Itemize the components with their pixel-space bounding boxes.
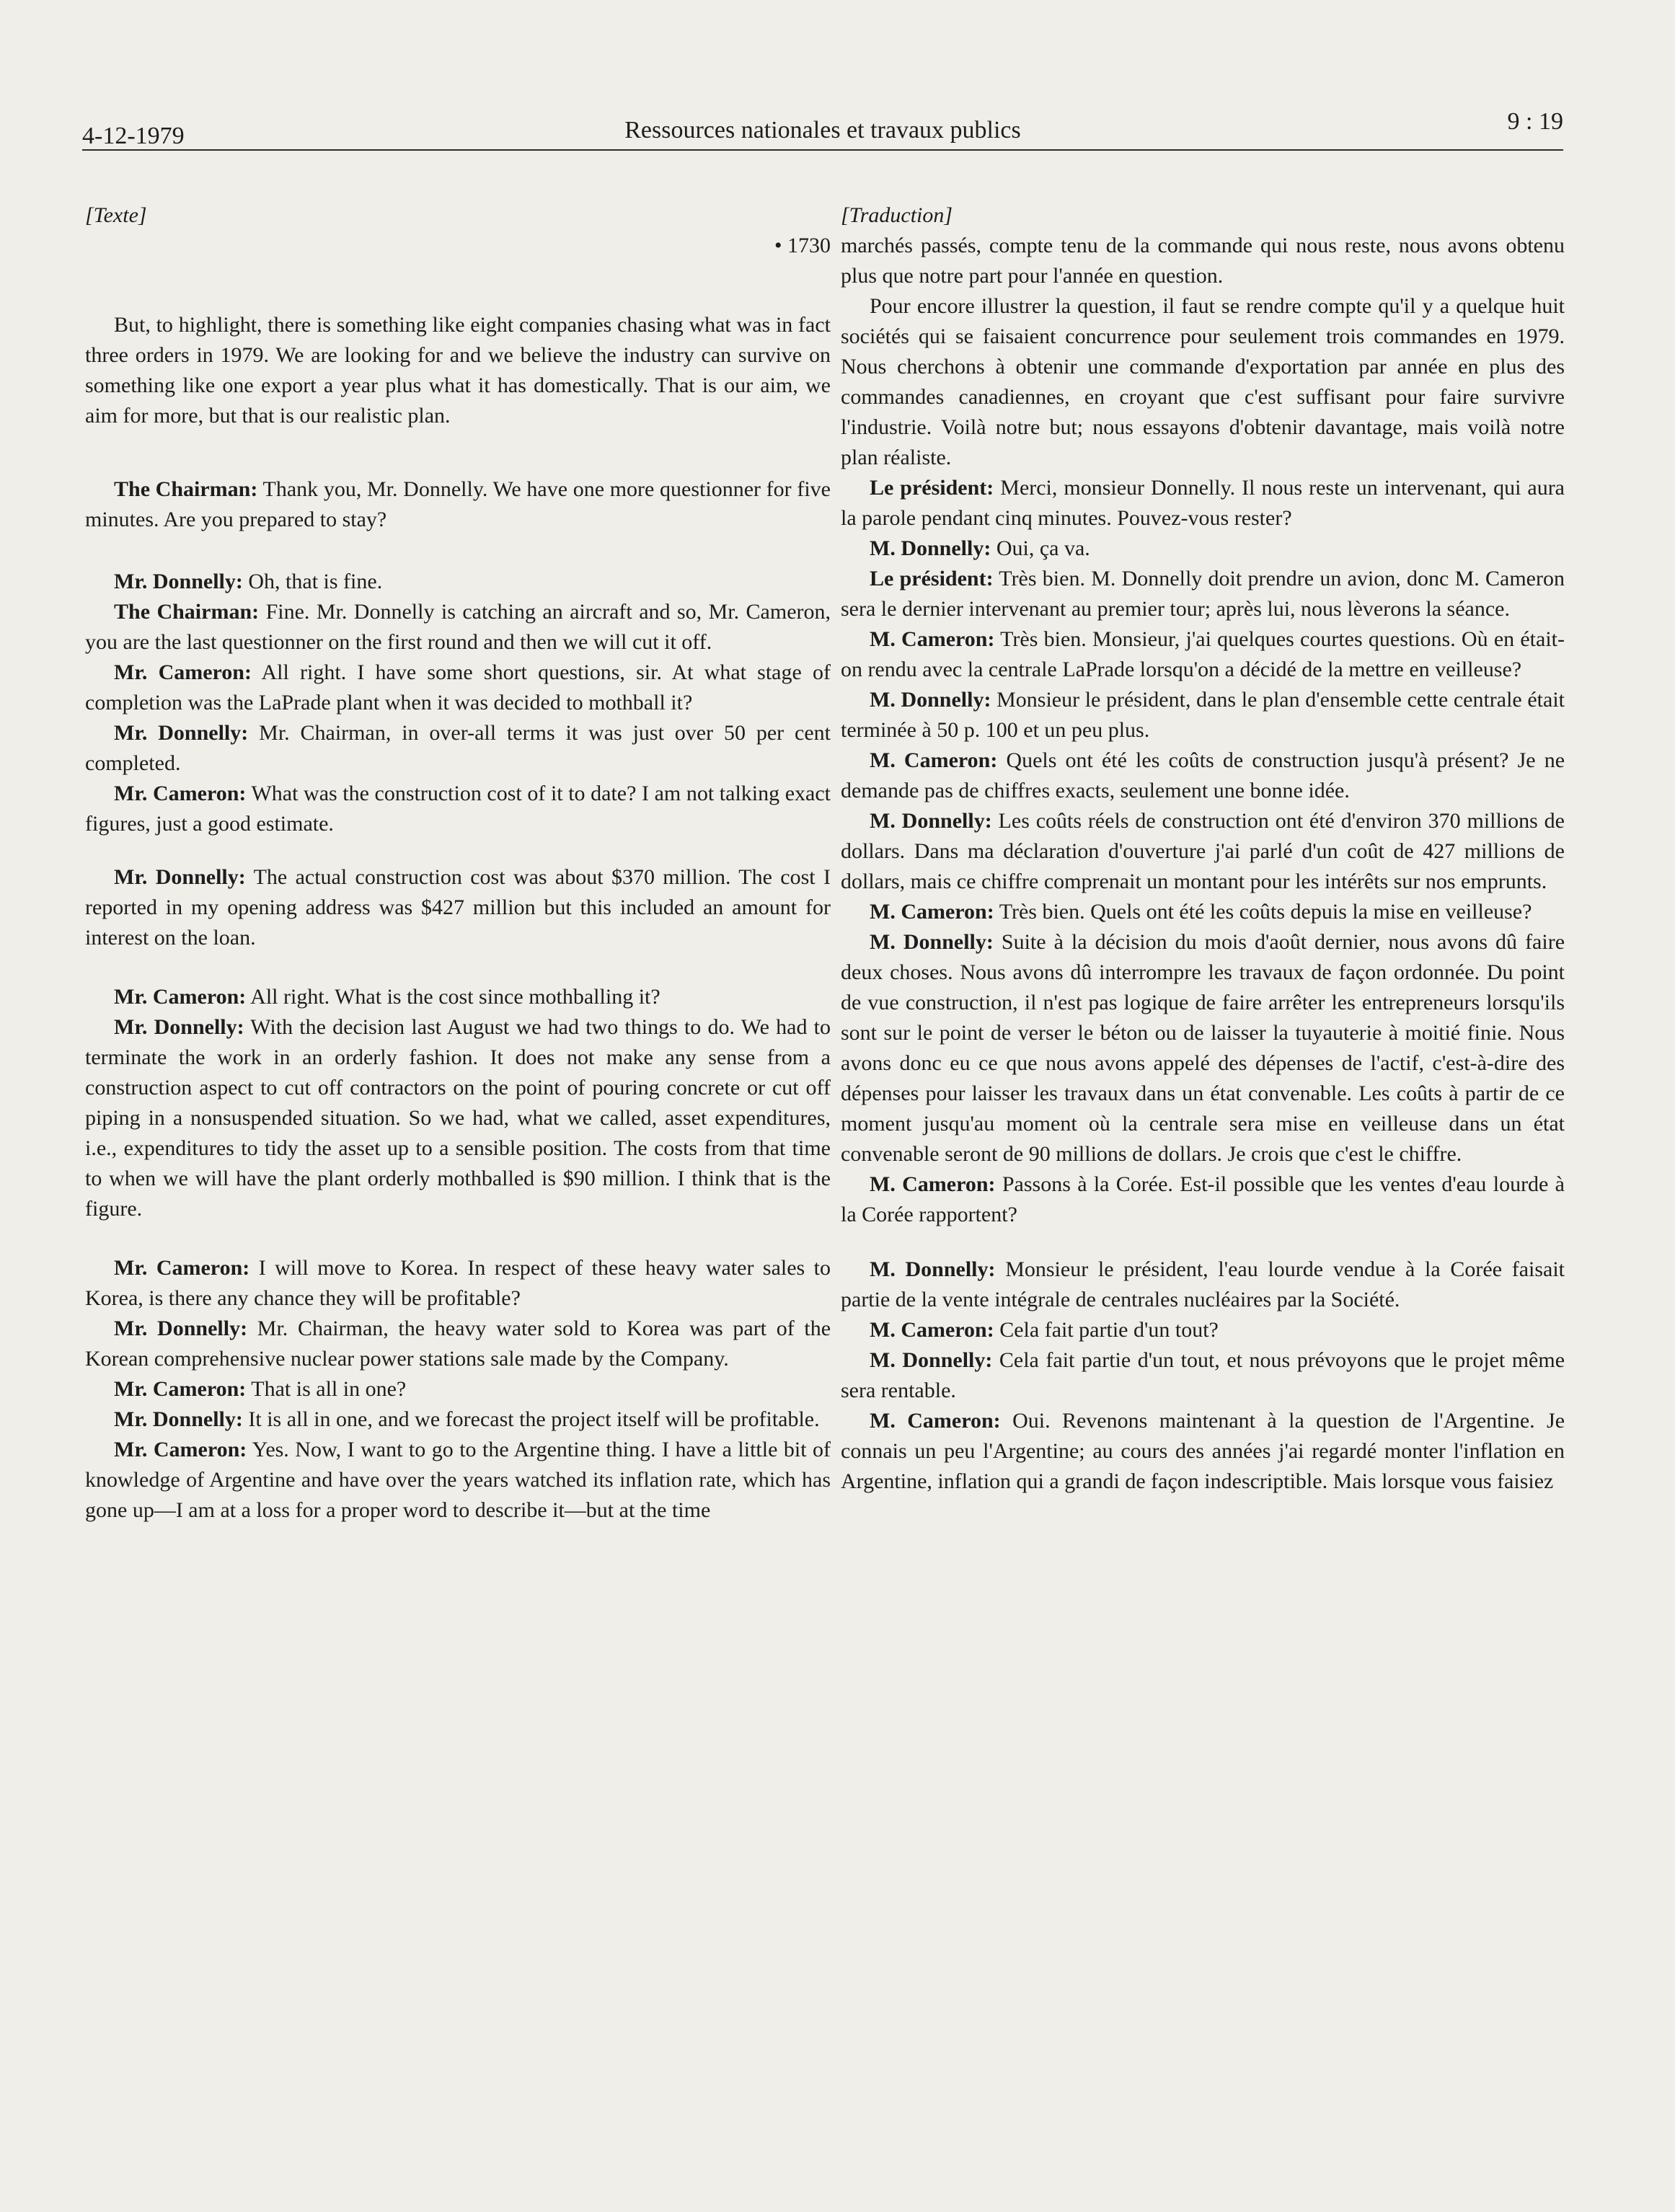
header-rule [82, 149, 1563, 151]
page-header [82, 108, 1563, 151]
speaker-name: Mr. Cameron: [114, 660, 252, 684]
speaker-name: M. Donnelly: [870, 1257, 996, 1281]
paragraph: M. Cameron: Très bien. Monsieur, j'ai quelques courtes questions. Où en était-on rendu avec la centrale LaPrade lorsqu'on a décidé de la mettre en veilleuse? [841, 627, 1565, 681]
paragraph: Mr. Cameron: Yes. Now, I want to go to the Argentine thing. I have a little bit of knowledge of Argentine and have over the years watched its inflation rate, which has gone up—I am at a loss for a proper word to describe it—but at the time [85, 1438, 831, 1522]
paragraph: M. Donnelly: Suite à la décision du mois d'août dernier, nous avons dû faire deux choses. Nous avons dû interrompre les travaux de façon ordonnée. Du point de vue construction, il n'est pas logique de faire arrêter les entrepreneurs lorsqu'ils sont sur le point de verser le béton ou de laisser la tuyauterie à moitié finie. Nous avons donc eu ce que nous avons appelé des dépenses de l'actif, c'est-à-dire des dépenses pour laisser les travaux dans un état convenable. Les coûts à partir de ce moment jusqu'au moment où la centrale sera mise en veilleuse dans un état convenable seront de 90 millions de dollars. Je crois que c'est le chiffre. [841, 930, 1565, 1166]
speaker-name: M. Donnelly: [870, 1348, 993, 1372]
french-column [841, 200, 1565, 1497]
paragraph: Le président: Merci, monsieur Donnelly. Il nous reste un intervenant, qui aura la parole pendant cinq minutes. Pouvez-vous rester? [841, 476, 1565, 530]
speaker-name: Mr. Donnelly: [114, 721, 249, 745]
speaker-name: Mr. Donnelly: [114, 865, 246, 889]
translation-label: [Traduction] [841, 203, 953, 227]
speaker-name: Mr. Donnelly: [114, 1317, 248, 1340]
speaker-name: Mr. Cameron: [114, 985, 247, 1009]
header-page-number: 9 : 19 [1507, 108, 1563, 135]
paragraph: The Chairman: Thank you, Mr. Donnelly. We have one more questionner for five minutes. Are you prepared to stay? [85, 477, 831, 531]
speaker-name: M. Donnelly: [870, 809, 992, 833]
paragraph: Pour encore illustrer la question, il faut se rendre compte qu'il y a quelque huit sociétés qui se faisaient concurrence pour seulement trois commandes en 1979. Nous cherchons à obtenir une commande d'exportation par année en plus des commandes canadiennes, en croyant que c'est suffisant pour faire survivre l'industrie. Voilà notre but; nous essayons d'obtenir davantage, mais voilà notre plan réaliste. [841, 294, 1565, 469]
paragraph: Mr. Donnelly: It is all in one, and we forecast the project itself will be profitable. [114, 1407, 820, 1431]
paragraph: The Chairman: Fine. Mr. Donnelly is catching an aircraft and so, Mr. Cameron, you are the last questionner on the first round and then we will cut it off. [85, 600, 831, 654]
paragraph: But, to highlight, there is something like eight companies chasing what was in fact three orders in 1979. We are looking for and we believe the industry can survive on something like one export a year plus what it has domestically. That is our aim, we aim for more, but that is our realistic plan. [85, 313, 831, 428]
speaker-name: M. Cameron: [870, 1318, 994, 1342]
speaker-name: Le président: [870, 476, 994, 500]
speaker-name: Mr. Cameron: [114, 1438, 247, 1461]
speaker-name: M. Cameron: [870, 900, 994, 924]
text-label: [Texte] [85, 203, 147, 227]
paragraph: Mr. Donnelly: Mr. Chairman, the heavy water sold to Korea was part of the Korean comprehensive nuclear power stations sale made by the Company. [85, 1317, 831, 1371]
paragraph: M. Cameron: Passons à la Corée. Est-il possible que les ventes d'eau lourde à la Corée rapportent? [841, 1172, 1565, 1226]
speaker-name: M. Donnelly: [870, 688, 991, 712]
speaker-name: M. Donnelly: [870, 536, 991, 560]
paragraph: M. Donnelly: Les coûts réels de construction ont été d'environ 370 millions de dollars. Dans ma déclaration d'ouverture j'ai parlé d'un coût de 427 millions de dollars, mais ce chiffre comprenait un montant pour les intérêts sur nos emprunts. [841, 809, 1565, 893]
paragraph: M. Donnelly: Oui, ça va. [870, 536, 1090, 560]
speaker-name: Mr. Cameron: [114, 1256, 250, 1280]
speaker-name: The Chairman: [114, 477, 258, 501]
speaker-name: Le président: [870, 567, 994, 590]
paragraph: M. Donnelly: Cela fait partie d'un tout, et nous prévoyons que le projet même sera rentable. [841, 1348, 1565, 1402]
paragraph: Mr. Cameron: All right. What is the cost since mothballing it? [114, 985, 660, 1009]
paragraph: Mr. Cameron: What was the construction cost of it to date? I am not talking exact figures, just a good estimate. [85, 782, 831, 836]
paragraph: Mr. Cameron: All right. I have some short questions, sir. At what stage of completion was the LaPrade plant when it was decided to mothball it? [85, 660, 831, 715]
speaker-name: M. Cameron: [870, 748, 998, 772]
paragraph: Mr. Cameron: I will move to Korea. In respect of these heavy water sales to Korea, is there any chance they will be profitable? [85, 1256, 831, 1310]
header-date: 4-12-1979 [82, 123, 185, 149]
speaker-name: Mr. Donnelly: [114, 1015, 244, 1039]
speaker-name: M. Cameron: [870, 1172, 996, 1196]
paragraph: M. Cameron: Oui. Revenons maintenant à la question de l'Argentine. Je connais un peu l'Argentine; au cours des années j'ai regardé monter l'inflation en Argentine, inflation qui a grandi de façon indescriptible. Mais lorsque vous faisiez [841, 1409, 1565, 1493]
speaker-name: M. Donnelly: [870, 930, 994, 954]
paragraph: Mr. Donnelly: The actual construction cost was about $370 million. The cost I reported in my opening address was $427 million but this included an amount for interest on the loan. [85, 865, 831, 950]
paragraph: M. Cameron: Cela fait partie d'un tout? [870, 1318, 1219, 1342]
speaker-name: M. Cameron: [870, 1409, 1001, 1433]
time-marker: • 1730 [774, 234, 831, 257]
paragraph: M. Cameron: Très bien. Quels ont été les coûts depuis la mise en veilleuse? [870, 900, 1532, 924]
paragraph: marchés passés, compte tenu de la commande qui nous reste, nous avons obtenu plus que notre part pour l'année en question. [841, 234, 1565, 288]
speaker-name: Mr. Donnelly: [114, 1407, 243, 1431]
paragraph: Mr. Donnelly: Oh, that is fine. [114, 570, 383, 593]
english-column [85, 200, 831, 1526]
paragraph: M. Donnelly: Monsieur le président, dans le plan d'ensemble cette centrale était terminée à 50 p. 100 et un peu plus. [841, 688, 1565, 742]
paragraph: Mr. Donnelly: Mr. Chairman, in over-all terms it was just over 50 per cent completed. [85, 721, 831, 775]
paragraph: Mr. Donnelly: With the decision last August we had two things to do. We had to terminate the work in an orderly fashion. It does not make any sense from a construction aspect to cut off contractors on the point of pouring concrete or cut off piping in a nonsuspended situation. So we had, what we called, asset expenditures, i.e., expenditures to tidy the asset up to a sensible position. The costs from that time to when we will have the plant orderly mothballed is $90 million. I think that is the figure. [85, 1015, 831, 1221]
paragraph: Mr. Cameron: That is all in one? [114, 1377, 407, 1401]
speaker-name: M. Cameron: [870, 627, 995, 651]
paragraph: M. Cameron: Quels ont été les coûts de construction jusqu'à présent? Je ne demande pas de chiffres exacts, seulement une bonne idée. [841, 748, 1565, 802]
speaker-name: Mr. Donnelly: [114, 570, 243, 593]
speaker-name: The Chairman: [114, 600, 260, 624]
paragraph: Le président: Très bien. M. Donnelly doit prendre un avion, donc M. Cameron sera le dernier intervenant au premier tour; après lui, nous lèverons la séance. [841, 567, 1565, 621]
speaker-name: Mr. Cameron: [114, 782, 247, 805]
header-title: Ressources nationales et travaux publics [624, 117, 1021, 143]
paragraph: M. Donnelly: Monsieur le président, l'eau lourde vendue à la Corée faisait partie de la vente intégrale de centrales nucléaires par la Société. [841, 1257, 1565, 1311]
speaker-name: Mr. Cameron: [114, 1377, 247, 1401]
